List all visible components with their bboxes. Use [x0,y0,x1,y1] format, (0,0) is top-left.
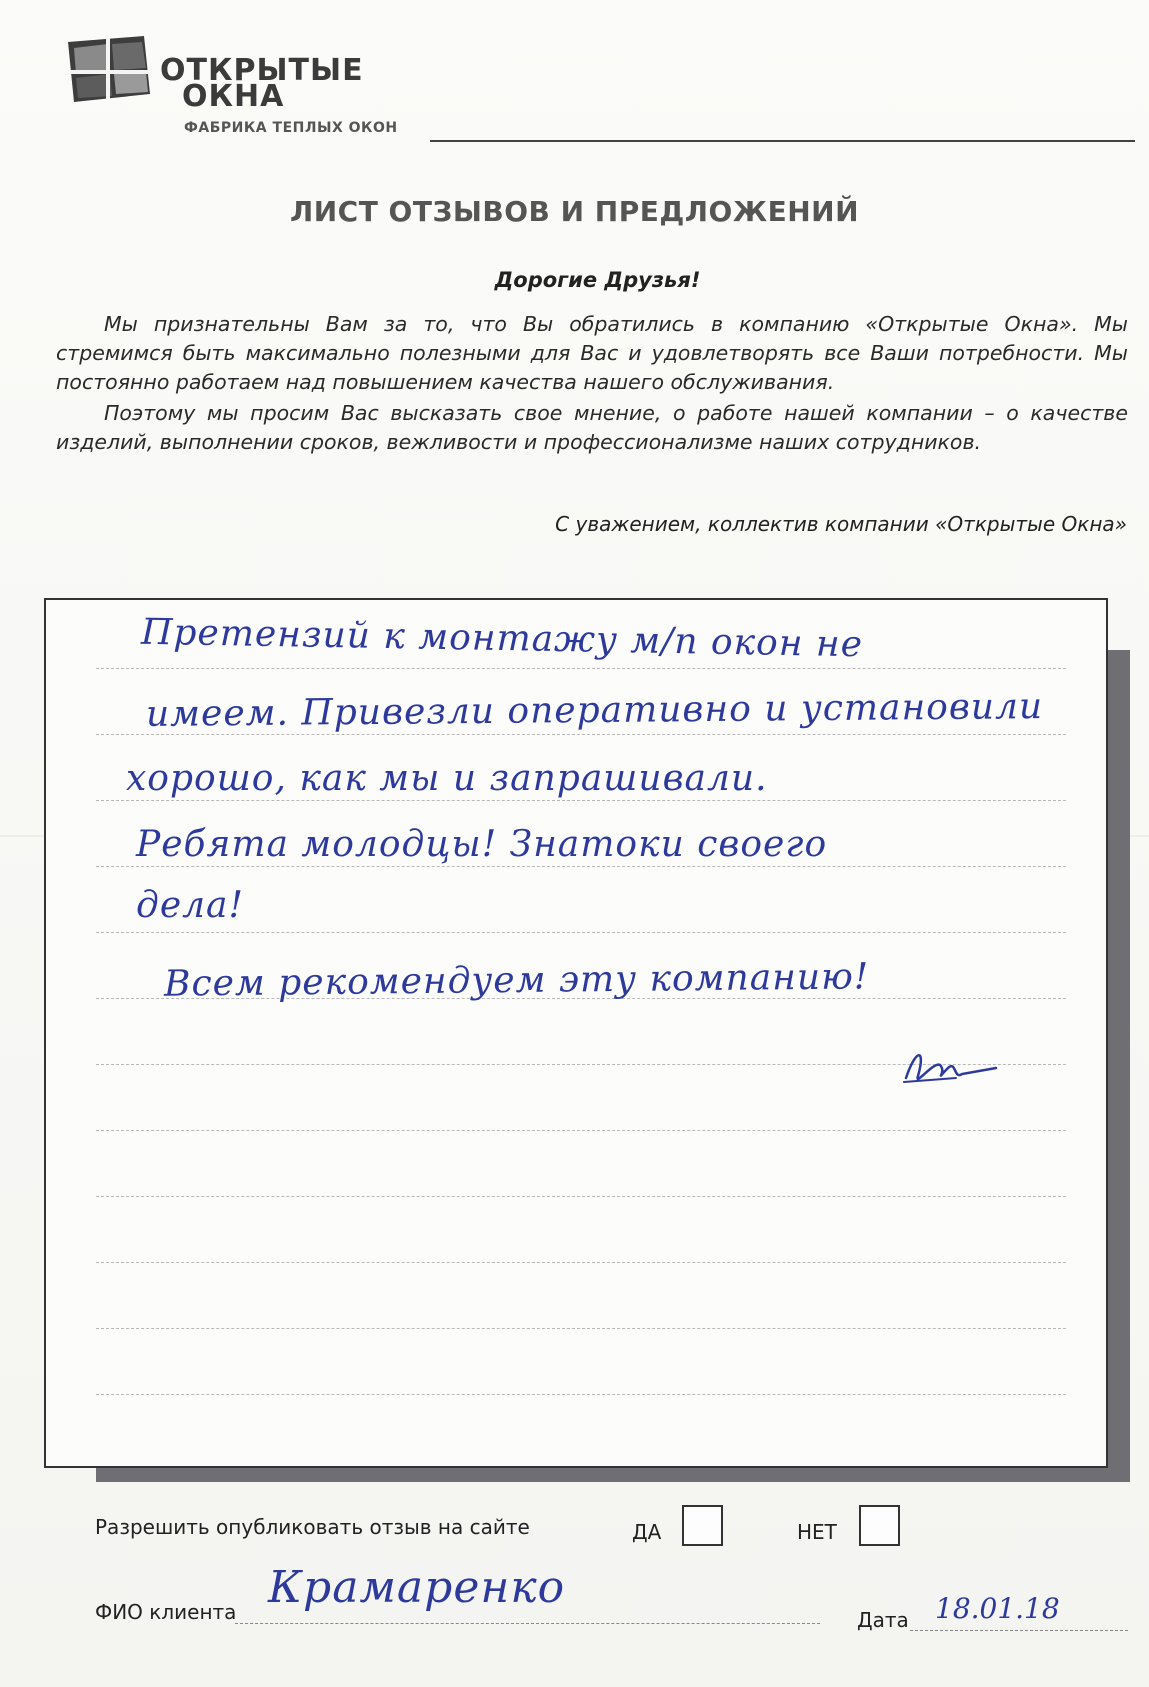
date-label: Дата [857,1608,909,1632]
logo-text-line2: ОКНА [182,79,285,114]
feedback-line-5: дела! [136,885,244,926]
feedback-line-3: хорошо, как мы и запрашивали. [126,758,768,799]
no-label: НЕТ [797,1520,837,1544]
publish-consent-label: Разрешить опубликовать отзыв на сайте [95,1515,530,1539]
feedback-line-2: имеем. Привезли оперативно и установили [145,686,1044,735]
window-logo-icon [64,34,154,106]
ruled-line [96,932,1066,933]
ruled-line [96,800,1066,801]
feedback-line-1: Претензий к монтажу м/п окон не [140,611,864,666]
feedback-line-4: Ребята молодцы! Знатоки своего [136,824,828,865]
ruled-line [96,734,1066,735]
header-rule [430,140,1135,142]
company-logo [64,34,404,144]
date-value: 18.01.18 [935,1592,1060,1625]
feedback-line-6: Всем рекомендуем эту компанию! [163,956,870,1005]
ruled-line [96,668,1066,669]
client-name-label: ФИО клиента [95,1600,237,1624]
ruled-line [96,1394,1066,1395]
intro-paragraph-1: Мы признательны Вам за то, что Вы обратились в компанию «Открытые Окна». Мы стремимся быть максимально полезными для Вас и удовлетворять все Ваши потребности. Мы постоянно работаем над повышением качества нашего обслуживания. [56,312,1128,394]
signature-mark [896,1038,1006,1098]
ruled-line [96,1130,1066,1131]
date-line[interactable] [910,1630,1128,1631]
greeting: Дорогие Друзья! [494,268,701,292]
ruled-line [96,1262,1066,1263]
ruled-line [96,866,1066,867]
ruled-line [96,1328,1066,1329]
signoff: С уважением, коллектив компании «Открытые Окна» [555,512,1127,536]
logo-text-line1: ОТКРЫТЫЕ [160,53,364,88]
intro-text [56,310,1128,457]
form-title: ЛИСТ ОТЗЫВОВ И ПРЕДЛОЖЕНИЙ [289,195,860,228]
feedback-box[interactable] [44,598,1108,1468]
yes-label: ДА [632,1520,662,1544]
client-name-line[interactable] [235,1623,820,1624]
no-checkbox[interactable] [859,1505,900,1546]
ruled-line [96,1196,1066,1197]
logo-tagline: ФАБРИКА ТЕПЛЫХ ОКОН [184,120,398,136]
intro-paragraph-2: Поэтому мы просим Вас высказать свое мнение, о работе нашей компании – о качестве изделий, выполнении сроков, вежливости и профессионализме наших сотрудников. [56,401,1128,454]
client-name-value: Крамаренко [268,1562,566,1613]
yes-checkbox[interactable] [682,1505,723,1546]
